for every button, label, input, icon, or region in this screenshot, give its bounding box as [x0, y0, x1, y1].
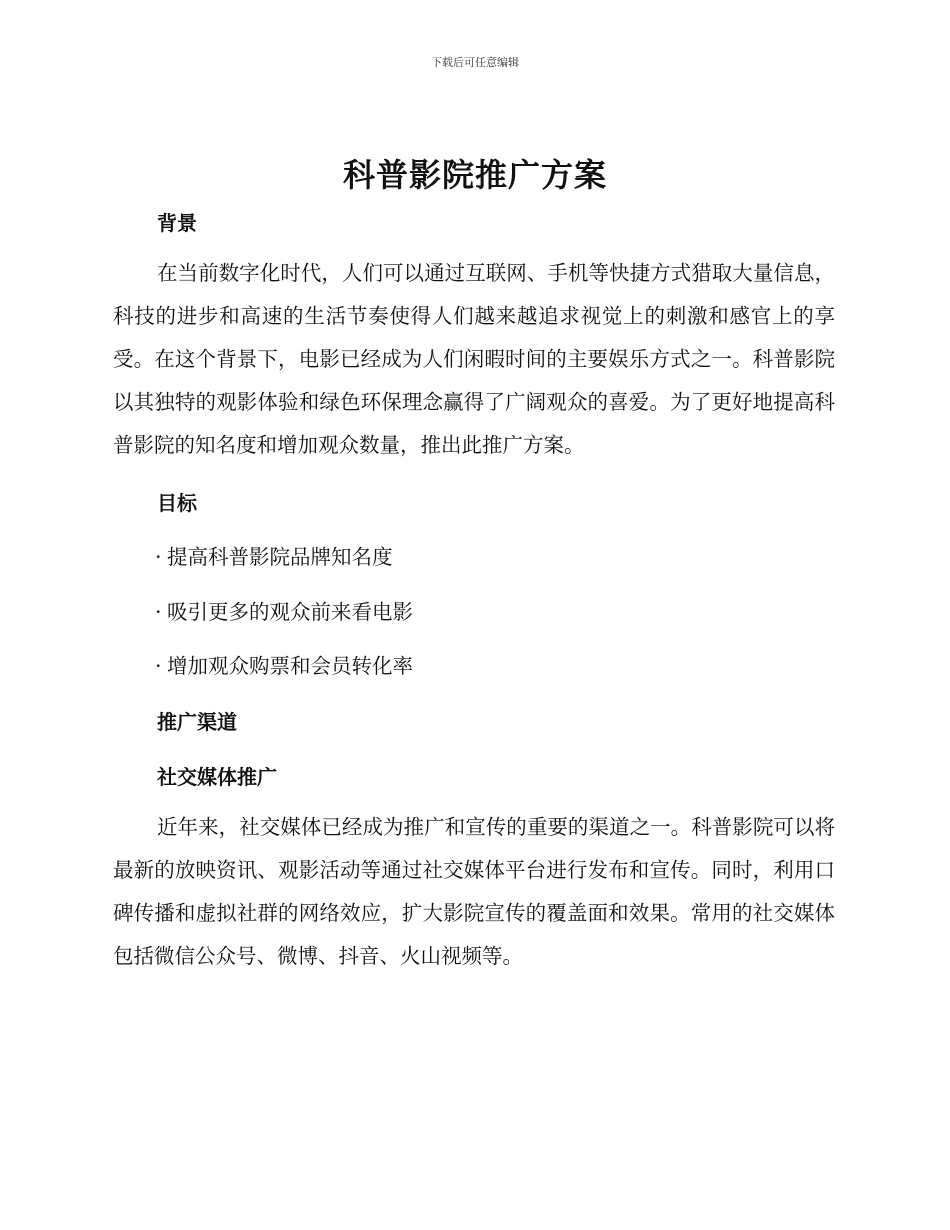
section-heading-background: 背景 [157, 211, 197, 235]
page-header: 下载后可任意编辑 [431, 56, 519, 69]
section-heading-goals: 目标 [157, 491, 197, 515]
goal-list-item [155, 540, 393, 570]
goal-text: 提高科普影院品牌知名度 [167, 545, 393, 569]
goal-text: 增加观众购票和会员转化率 [167, 654, 413, 678]
background-paragraph: 在当前数字化时代，人们可以通过互联网、手机等快捷方式猎取大量信息，科技的进步和高速的生活节奏使得人们越来越追求视觉上的刺激和感官上的享受。在这个背景下，电影已经成为人们闲暇时间的主要娱乐方式之一。科普影院以其独特的观影体验和绿色环保理念赢得了广阔观众的喜爱。为了更好地提高科普影院的知名度和增加观众数量，推出此推广方案。 [113, 261, 835, 457]
document-title: 科普影院推广方案 [342, 156, 607, 194]
section-heading-social-media: 社交媒体推广 [157, 765, 277, 789]
goal-list-item [155, 649, 413, 679]
bullet-icon: · [155, 654, 162, 678]
goal-list-item [155, 595, 413, 625]
section-heading-channels: 推广渠道 [157, 710, 237, 734]
bullet-icon: · [155, 545, 162, 569]
bullet-icon: · [155, 600, 162, 624]
social-media-paragraph: 近年来，社交媒体已经成为推广和宣传的重要的渠道之一。科普影院可以将最新的放映资讯、观影活动等通过社交媒体平台进行发布和宣传。同时，利用口碑传播和虚拟社群的网络效应，扩大影院宣传的覆盖面和效果。常用的社交媒体包括微信公众号、微博、抖音、火山视频等。 [113, 815, 835, 968]
goal-text: 吸引更多的观众前来看电影 [167, 600, 413, 624]
